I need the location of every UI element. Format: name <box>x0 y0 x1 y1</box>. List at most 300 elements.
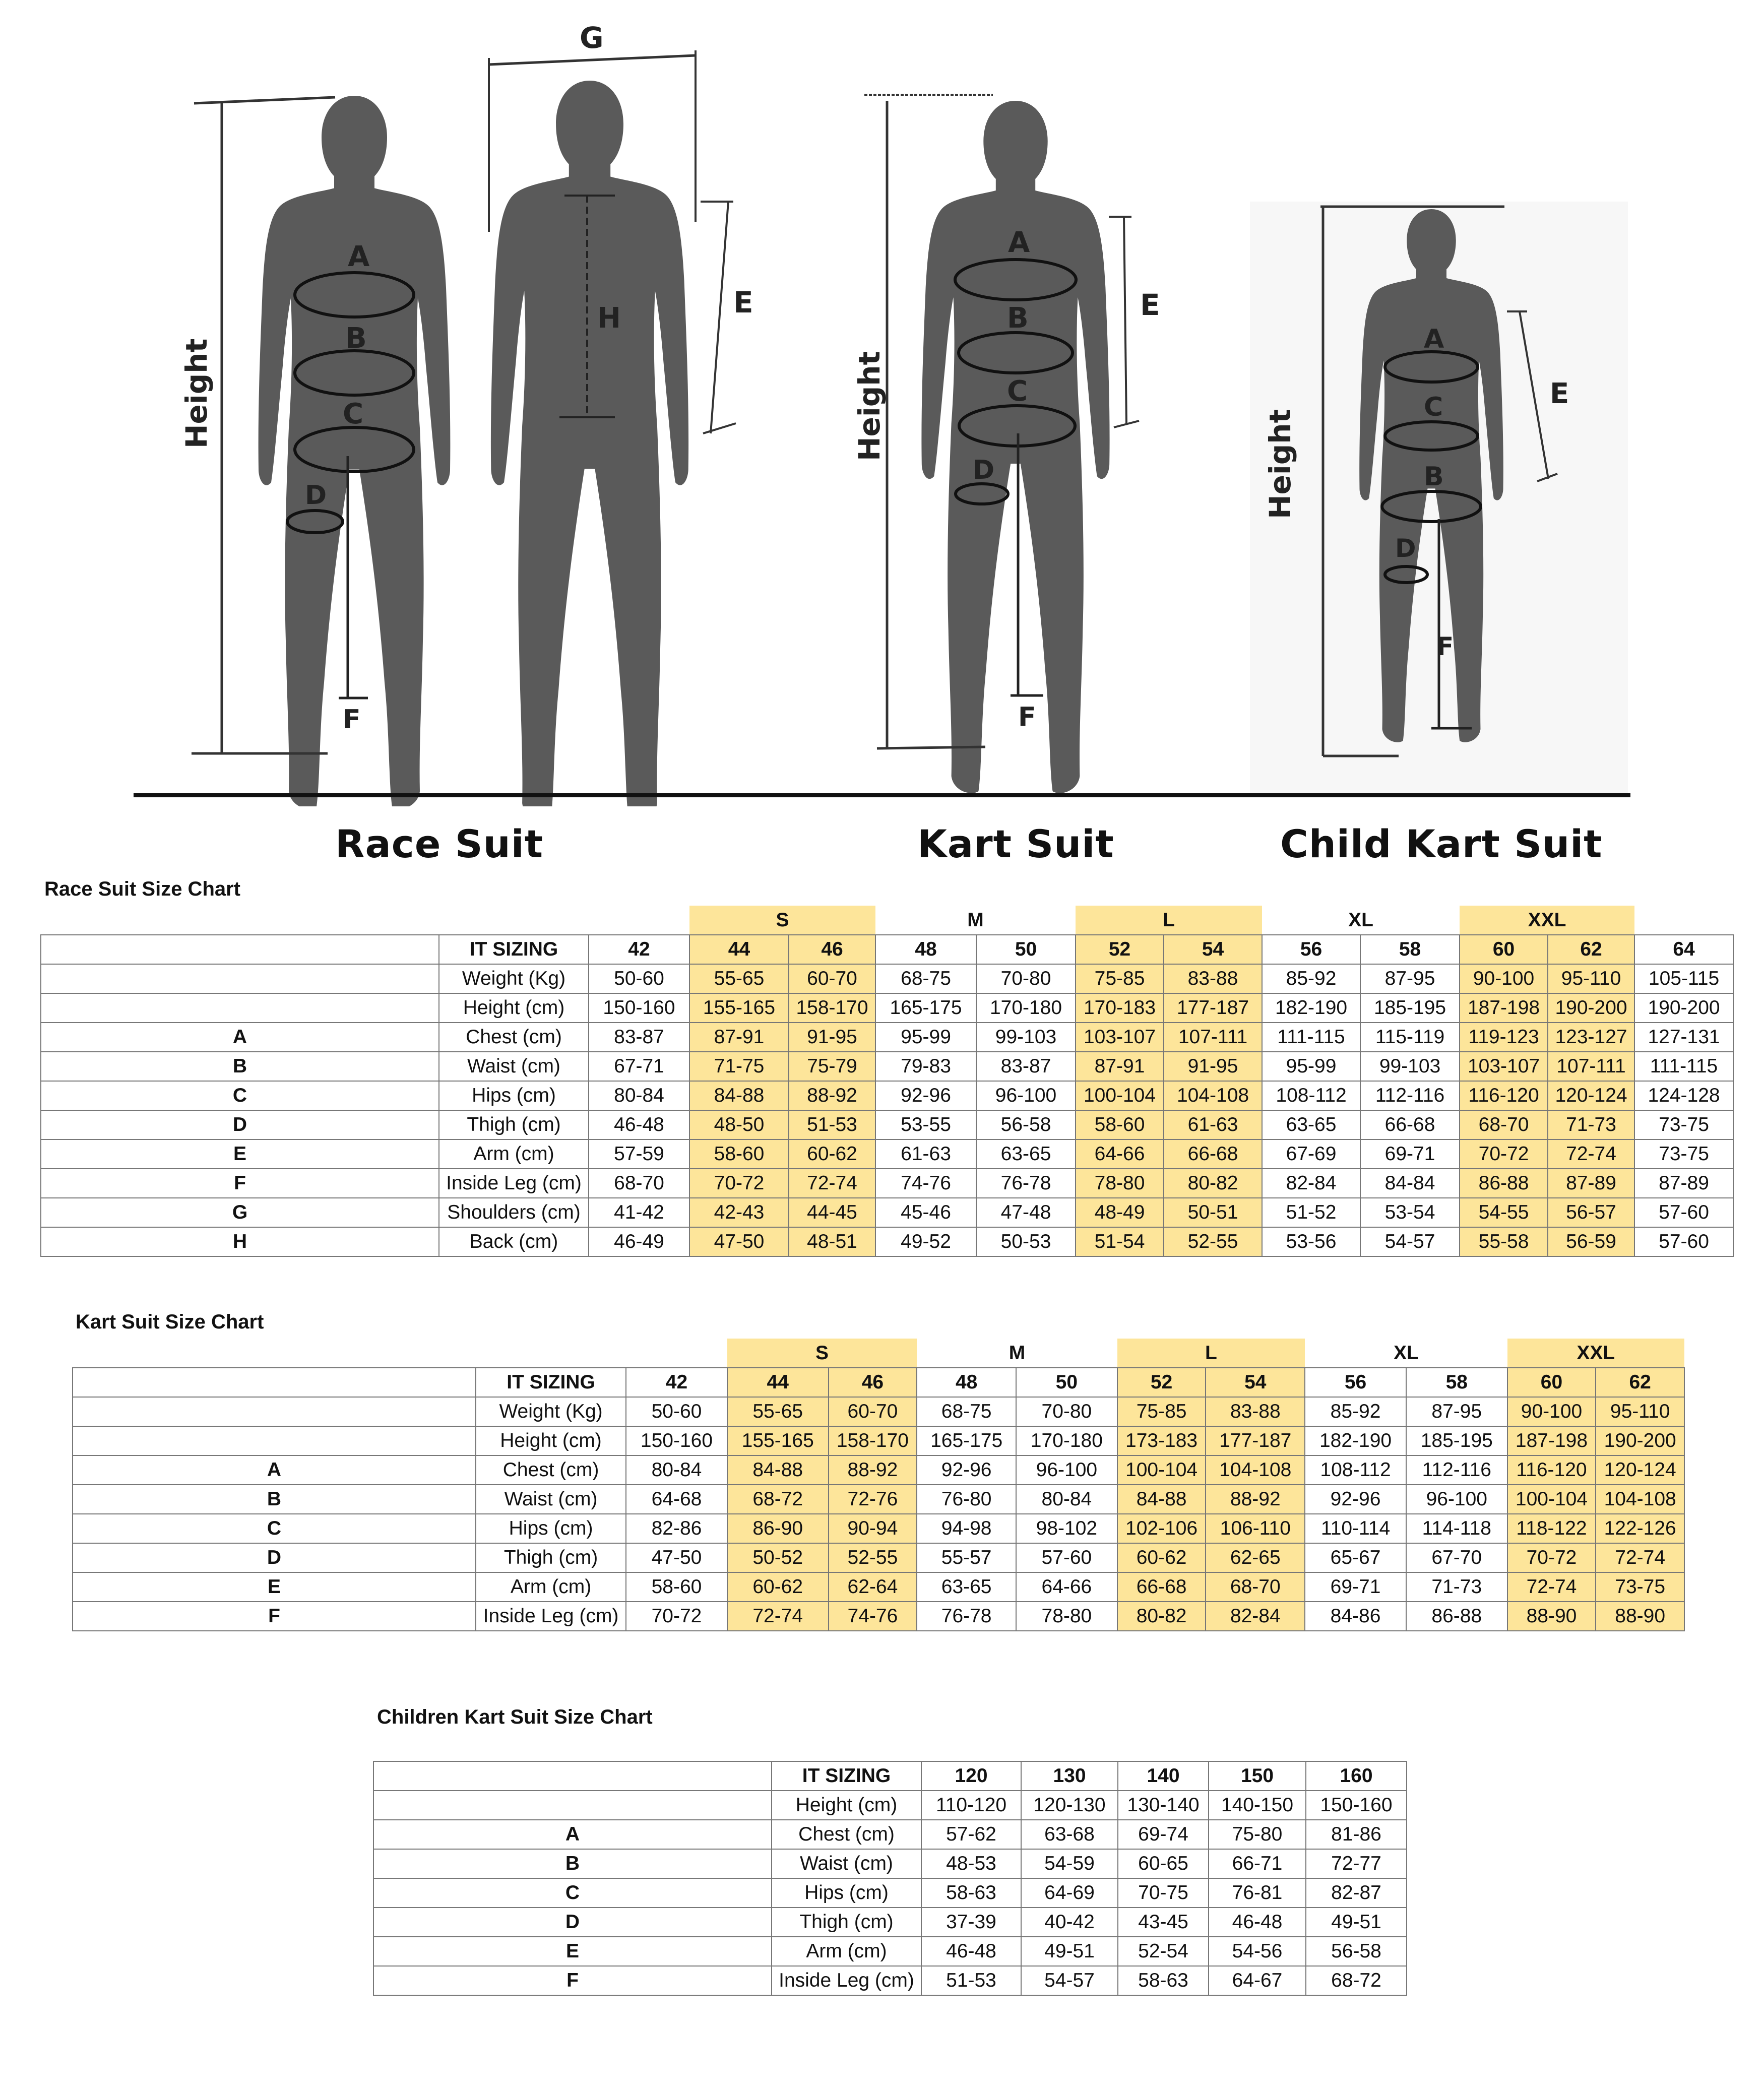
size-header-160: 160 <box>1306 1761 1407 1791</box>
size-value-cell: 68-75 <box>875 964 976 993</box>
size-value-cell: 49-52 <box>875 1227 976 1256</box>
size-value-cell: 80-84 <box>626 1455 727 1485</box>
size-value-cell: 64-68 <box>626 1485 727 1514</box>
size-value-cell: 70-80 <box>976 964 1076 993</box>
size-value-cell: 100-104 <box>1507 1485 1596 1514</box>
size-value-cell: 87-95 <box>1406 1397 1507 1426</box>
sizing-header-row <box>41 935 1733 964</box>
size-value-cell: 68-72 <box>727 1485 829 1514</box>
table-row <box>41 1110 1733 1139</box>
measurement-label: Arm (cm) <box>772 1937 921 1966</box>
size-value-cell: 46-48 <box>921 1937 1021 1966</box>
size-header-150: 150 <box>1209 1761 1306 1791</box>
kart-label-e: E <box>1140 288 1160 322</box>
size-value-cell: 111-115 <box>1634 1052 1733 1081</box>
size-value-cell: 155-165 <box>689 993 789 1023</box>
measurement-label: Waist (cm) <box>439 1052 589 1081</box>
measurement-letter: F <box>373 1966 772 1995</box>
measurement-label: Inside Leg (cm) <box>476 1602 626 1631</box>
measurement-letter <box>41 964 439 993</box>
size-value-cell: 86-88 <box>1460 1169 1548 1198</box>
size-value-cell: 72-76 <box>829 1485 917 1514</box>
size-value-cell: 158-170 <box>829 1426 917 1455</box>
child-label-d: D <box>1395 534 1416 563</box>
measurement-letter <box>73 1397 476 1426</box>
size-value-cell: 110-120 <box>921 1791 1021 1820</box>
kart-label-c: C <box>1007 375 1028 408</box>
size-group-s: S <box>689 906 875 935</box>
table-row <box>373 1791 1407 1820</box>
measurement-label: Weight (Kg) <box>439 964 589 993</box>
size-value-cell: 124-128 <box>1634 1081 1733 1110</box>
size-value-cell: 72-74 <box>789 1169 875 1198</box>
size-value-cell: 190-200 <box>1596 1426 1684 1455</box>
size-value-cell: 81-86 <box>1306 1820 1407 1849</box>
size-header-52: 52 <box>1076 935 1164 964</box>
table-row <box>73 1397 1684 1426</box>
size-value-cell: 80-82 <box>1117 1602 1206 1631</box>
size-value-cell: 187-198 <box>1507 1426 1596 1455</box>
measurement-label: Shoulders (cm) <box>439 1198 589 1227</box>
size-value-cell: 95-110 <box>1548 964 1634 993</box>
child-size-table <box>373 1761 1407 1996</box>
measurement-letter: F <box>41 1169 439 1198</box>
size-value-cell: 150-160 <box>1306 1791 1407 1820</box>
measurement-label: Chest (cm) <box>439 1023 589 1052</box>
size-value-cell: 68-75 <box>917 1397 1016 1426</box>
size-value-cell: 100-104 <box>1076 1081 1164 1110</box>
measurement-label: Thigh (cm) <box>476 1543 626 1572</box>
size-value-cell: 118-122 <box>1507 1514 1596 1543</box>
header-letter-cell <box>41 935 439 964</box>
size-value-cell: 177-187 <box>1206 1426 1305 1455</box>
size-value-cell: 99-103 <box>1360 1052 1460 1081</box>
size-value-cell: 75-79 <box>789 1052 875 1081</box>
size-value-cell: 60-70 <box>789 964 875 993</box>
size-header-140: 140 <box>1118 1761 1209 1791</box>
size-value-cell: 165-175 <box>875 993 976 1023</box>
size-value-cell: 150-160 <box>626 1426 727 1455</box>
size-header-48: 48 <box>875 935 976 964</box>
size-value-cell: 114-118 <box>1406 1514 1507 1543</box>
it-sizing-label: IT SIZING <box>772 1761 921 1791</box>
measurement-label: Arm (cm) <box>439 1139 589 1169</box>
size-value-cell: 76-78 <box>917 1602 1016 1631</box>
size-value-cell: 60-65 <box>1118 1849 1209 1878</box>
measurement-letter: G <box>41 1198 439 1227</box>
size-value-cell: 72-74 <box>1548 1139 1634 1169</box>
size-value-cell: 50-51 <box>1164 1198 1262 1227</box>
size-value-cell: 57-62 <box>921 1820 1021 1849</box>
table-row <box>41 1169 1733 1198</box>
size-value-cell: 140-150 <box>1209 1791 1306 1820</box>
size-value-cell: 68-72 <box>1306 1966 1407 1995</box>
size-value-cell: 155-165 <box>727 1426 829 1455</box>
sizing-header-row <box>73 1368 1684 1397</box>
measurement-letter: D <box>41 1110 439 1139</box>
size-value-cell: 41-42 <box>589 1198 689 1227</box>
size-value-cell: 40-42 <box>1021 1908 1118 1937</box>
size-value-cell: 104-108 <box>1596 1485 1684 1514</box>
size-value-cell: 66-68 <box>1164 1139 1262 1169</box>
size-value-cell: 87-89 <box>1548 1169 1634 1198</box>
size-value-cell: 78-80 <box>1076 1169 1164 1198</box>
size-value-cell: 75-85 <box>1076 964 1164 993</box>
size-value-cell: 56-58 <box>976 1110 1076 1139</box>
size-header-64: 64 <box>1634 935 1733 964</box>
size-value-cell: 83-87 <box>976 1052 1076 1081</box>
table-row <box>41 993 1733 1023</box>
measurement-letter <box>73 1426 476 1455</box>
size-value-cell: 92-96 <box>1305 1485 1406 1514</box>
race-back-label-g: G <box>580 21 604 55</box>
size-value-cell: 58-63 <box>921 1878 1021 1908</box>
size-value-cell: 51-52 <box>1262 1198 1360 1227</box>
size-value-cell: 67-69 <box>1262 1139 1360 1169</box>
measurement-letter: E <box>41 1139 439 1169</box>
size-group-row <box>73 1339 1684 1368</box>
size-value-cell: 112-116 <box>1406 1455 1507 1485</box>
size-value-cell: 57-60 <box>1634 1198 1733 1227</box>
size-value-cell: 100-104 <box>1117 1455 1206 1485</box>
group-blank <box>73 1339 727 1368</box>
size-value-cell: 65-67 <box>1305 1543 1406 1572</box>
size-value-cell: 104-108 <box>1206 1455 1305 1485</box>
size-value-cell: 84-88 <box>689 1081 789 1110</box>
size-header-58: 58 <box>1360 935 1460 964</box>
race-back-label-e: E <box>733 285 753 320</box>
measurement-label: Back (cm) <box>439 1227 589 1256</box>
size-value-cell: 82-87 <box>1306 1878 1407 1908</box>
size-value-cell: 63-65 <box>1262 1110 1360 1139</box>
race-back-silhouette <box>491 81 688 806</box>
size-value-cell: 190-200 <box>1634 993 1733 1023</box>
size-value-cell: 71-73 <box>1406 1572 1507 1602</box>
size-value-cell: 120-124 <box>1596 1455 1684 1485</box>
size-value-cell: 67-70 <box>1406 1543 1507 1572</box>
it-sizing-label: IT SIZING <box>439 935 589 964</box>
size-value-cell: 73-75 <box>1596 1572 1684 1602</box>
size-value-cell: 78-80 <box>1016 1602 1117 1631</box>
size-value-cell: 90-94 <box>829 1514 917 1543</box>
size-value-cell: 74-76 <box>829 1602 917 1631</box>
size-value-cell: 47-48 <box>976 1198 1076 1227</box>
size-value-cell: 115-119 <box>1360 1023 1460 1052</box>
table-row <box>373 1937 1407 1966</box>
size-value-cell: 44-45 <box>789 1198 875 1227</box>
size-value-cell: 84-86 <box>1305 1602 1406 1631</box>
size-value-cell: 66-71 <box>1209 1849 1306 1878</box>
race-front-label-d: D <box>305 480 327 511</box>
table-row <box>73 1426 1684 1455</box>
size-value-cell: 82-84 <box>1262 1169 1360 1198</box>
table-row <box>41 1023 1733 1052</box>
measurement-label: Chest (cm) <box>476 1455 626 1485</box>
table-row <box>73 1572 1684 1602</box>
size-value-cell: 70-72 <box>689 1169 789 1198</box>
size-value-cell: 96-100 <box>1016 1455 1117 1485</box>
measurement-label: Height (cm) <box>772 1791 921 1820</box>
kart-label-b: B <box>1007 302 1029 335</box>
size-header-54: 54 <box>1206 1368 1305 1397</box>
size-value-cell: 68-70 <box>1460 1110 1548 1139</box>
size-header-48: 48 <box>917 1368 1016 1397</box>
kart-suit-title: Kart Suit <box>917 821 1114 866</box>
size-value-cell: 63-68 <box>1021 1820 1118 1849</box>
size-value-cell: 110-114 <box>1305 1514 1406 1543</box>
size-value-cell: 72-77 <box>1306 1849 1407 1878</box>
size-value-cell: 177-187 <box>1164 993 1262 1023</box>
size-header-50: 50 <box>1016 1368 1117 1397</box>
group-blank <box>41 906 689 935</box>
child-chart-title: Children Kart Suit Size Chart <box>377 1706 653 1728</box>
size-value-cell: 95-110 <box>1596 1397 1684 1426</box>
size-value-cell: 57-59 <box>589 1139 689 1169</box>
size-value-cell: 54-55 <box>1460 1198 1548 1227</box>
measurement-label: Inside Leg (cm) <box>772 1966 921 1995</box>
size-value-cell: 58-60 <box>1076 1110 1164 1139</box>
size-value-cell: 55-65 <box>727 1397 829 1426</box>
table-row <box>373 1878 1407 1908</box>
body-measurement-figures <box>0 0 1764 806</box>
child-height-label: Height <box>1263 409 1297 519</box>
size-value-cell: 87-95 <box>1360 964 1460 993</box>
size-value-cell: 130-140 <box>1118 1791 1209 1820</box>
measurement-label: Hips (cm) <box>439 1081 589 1110</box>
size-value-cell: 50-60 <box>626 1397 727 1426</box>
table-row <box>73 1514 1684 1543</box>
size-value-cell: 70-72 <box>626 1602 727 1631</box>
size-value-cell: 165-175 <box>917 1426 1016 1455</box>
size-value-cell: 170-183 <box>1076 993 1164 1023</box>
size-value-cell: 72-74 <box>1596 1543 1684 1572</box>
race-chart-title: Race Suit Size Chart <box>44 878 241 900</box>
size-value-cell: 52-55 <box>1164 1227 1262 1256</box>
kart-height-label: Height <box>852 351 887 461</box>
size-value-cell: 47-50 <box>689 1227 789 1256</box>
measurement-letter: F <box>73 1602 476 1631</box>
table-row <box>373 1849 1407 1878</box>
size-value-cell: 84-84 <box>1360 1169 1460 1198</box>
size-value-cell: 49-51 <box>1021 1937 1118 1966</box>
kart-label-a: A <box>1008 226 1030 259</box>
size-value-cell: 87-91 <box>1076 1052 1164 1081</box>
size-value-cell: 119-123 <box>1460 1023 1548 1052</box>
size-value-cell: 107-111 <box>1164 1023 1262 1052</box>
measurement-letter: E <box>373 1937 772 1966</box>
size-value-cell: 72-74 <box>1507 1572 1596 1602</box>
size-value-cell: 86-88 <box>1406 1602 1507 1631</box>
size-value-cell: 80-84 <box>1016 1485 1117 1514</box>
size-header-62: 62 <box>1596 1368 1684 1397</box>
size-value-cell: 43-45 <box>1118 1908 1209 1937</box>
size-value-cell: 45-46 <box>875 1198 976 1227</box>
size-header-130: 130 <box>1021 1761 1118 1791</box>
size-value-cell: 104-108 <box>1164 1081 1262 1110</box>
size-value-cell: 57-60 <box>1016 1543 1117 1572</box>
measurement-label: Waist (cm) <box>772 1849 921 1878</box>
table-row <box>73 1602 1684 1631</box>
table-row <box>41 964 1733 993</box>
size-value-cell: 76-80 <box>917 1485 1016 1514</box>
size-value-cell: 185-195 <box>1406 1426 1507 1455</box>
child-label-a: A <box>1424 324 1444 354</box>
size-value-cell: 74-76 <box>875 1169 976 1198</box>
size-value-cell: 94-98 <box>917 1514 1016 1543</box>
child-label-f: F <box>1436 632 1454 661</box>
size-value-cell: 182-190 <box>1262 993 1360 1023</box>
size-value-cell: 69-71 <box>1360 1139 1460 1169</box>
size-value-cell: 87-89 <box>1634 1169 1733 1198</box>
size-value-cell: 54-59 <box>1021 1849 1118 1878</box>
header-letter-cell <box>73 1368 476 1397</box>
size-value-cell: 111-115 <box>1262 1023 1360 1052</box>
measurement-letter: A <box>373 1820 772 1849</box>
measurement-letter: C <box>41 1081 439 1110</box>
size-value-cell: 150-160 <box>589 993 689 1023</box>
kart-label-f: F <box>1018 702 1036 732</box>
table-row <box>373 1966 1407 1995</box>
size-value-cell: 55-65 <box>689 964 789 993</box>
size-value-cell: 79-83 <box>875 1052 976 1081</box>
child-label-e: E <box>1550 377 1569 410</box>
measurement-label: Chest (cm) <box>772 1820 921 1849</box>
size-value-cell: 120-124 <box>1548 1081 1634 1110</box>
size-value-cell: 73-75 <box>1634 1110 1733 1139</box>
size-value-cell: 76-81 <box>1209 1878 1306 1908</box>
race-suit-front-figure <box>179 96 450 806</box>
child-label-b: B <box>1424 462 1444 492</box>
size-header-46: 46 <box>829 1368 917 1397</box>
size-value-cell: 53-55 <box>875 1110 976 1139</box>
size-value-cell: 96-100 <box>976 1081 1076 1110</box>
kart-label-d: D <box>973 455 995 485</box>
size-value-cell: 37-39 <box>921 1908 1021 1937</box>
size-header-52: 52 <box>1117 1368 1206 1397</box>
size-value-cell: 67-71 <box>589 1052 689 1081</box>
table-row <box>73 1485 1684 1514</box>
child-kart-suit-figure <box>1250 202 1628 796</box>
size-value-cell: 185-195 <box>1360 993 1460 1023</box>
size-value-cell: 51-54 <box>1076 1227 1164 1256</box>
table-row <box>41 1227 1733 1256</box>
size-header-54: 54 <box>1164 935 1262 964</box>
size-value-cell: 83-87 <box>589 1023 689 1052</box>
measurement-label: Hips (cm) <box>476 1514 626 1543</box>
size-group-m: M <box>967 909 984 931</box>
size-value-cell: 55-57 <box>917 1543 1016 1572</box>
size-value-cell: 99-103 <box>976 1023 1076 1052</box>
size-value-cell: 92-96 <box>917 1455 1016 1485</box>
race-front-label-f: F <box>343 705 361 735</box>
size-value-cell: 82-86 <box>626 1514 727 1543</box>
size-group-row <box>41 906 1733 935</box>
size-value-cell: 88-92 <box>789 1081 875 1110</box>
header-letter-cell <box>373 1761 772 1791</box>
size-value-cell: 66-68 <box>1360 1110 1460 1139</box>
size-value-cell: 51-53 <box>921 1966 1021 1995</box>
size-value-cell: 42-43 <box>689 1198 789 1227</box>
race-size-table <box>40 906 1734 1257</box>
table-row <box>41 1081 1733 1110</box>
size-value-cell: 80-82 <box>1164 1169 1262 1198</box>
size-value-cell: 105-115 <box>1634 964 1733 993</box>
size-value-cell: 54-56 <box>1209 1937 1306 1966</box>
size-value-cell: 88-92 <box>829 1455 917 1485</box>
size-value-cell: 62-64 <box>829 1572 917 1602</box>
size-value-cell: 75-80 <box>1209 1820 1306 1849</box>
size-value-cell: 106-110 <box>1206 1514 1305 1543</box>
size-value-cell: 61-63 <box>875 1139 976 1169</box>
size-value-cell: 69-71 <box>1305 1572 1406 1602</box>
size-value-cell: 120-130 <box>1021 1791 1118 1820</box>
size-group-s: S <box>727 1339 917 1368</box>
size-value-cell: 122-126 <box>1596 1514 1684 1543</box>
size-value-cell: 46-49 <box>589 1227 689 1256</box>
size-value-cell: 49-51 <box>1306 1908 1407 1937</box>
size-value-cell: 71-73 <box>1548 1110 1634 1139</box>
size-value-cell: 46-48 <box>589 1110 689 1139</box>
race-suit-title: Race Suit <box>335 821 544 866</box>
size-header-46: 46 <box>789 935 875 964</box>
measurement-letter: A <box>73 1455 476 1485</box>
size-value-cell: 108-112 <box>1305 1455 1406 1485</box>
size-value-cell: 56-57 <box>1548 1198 1634 1227</box>
size-value-cell: 182-190 <box>1305 1426 1406 1455</box>
race-front-height-label: Height <box>179 338 214 449</box>
size-value-cell: 60-62 <box>1117 1543 1206 1572</box>
table-row <box>73 1543 1684 1572</box>
size-value-cell: 83-88 <box>1206 1397 1305 1426</box>
size-value-cell: 56-59 <box>1548 1227 1634 1256</box>
size-value-cell: 60-70 <box>829 1397 917 1426</box>
size-value-cell: 95-99 <box>875 1023 976 1052</box>
measurement-label: Thigh (cm) <box>439 1110 589 1139</box>
size-value-cell: 68-70 <box>589 1169 689 1198</box>
size-value-cell: 85-92 <box>1305 1397 1406 1426</box>
size-group-xl: XL <box>1348 909 1373 931</box>
size-value-cell: 90-100 <box>1507 1397 1596 1426</box>
size-value-cell: 73-75 <box>1634 1139 1733 1169</box>
race-back-label-h: H <box>597 302 621 335</box>
it-sizing-label: IT SIZING <box>476 1368 626 1397</box>
size-value-cell: 75-85 <box>1117 1397 1206 1426</box>
size-group-l: L <box>1076 906 1262 935</box>
measurement-label: Weight (Kg) <box>476 1397 626 1426</box>
size-value-cell: 68-70 <box>1206 1572 1305 1602</box>
measurement-letter: A <box>41 1023 439 1052</box>
measurement-label: Height (cm) <box>439 993 589 1023</box>
measurement-letter <box>373 1791 772 1820</box>
size-value-cell: 158-170 <box>789 993 875 1023</box>
size-value-cell: 103-107 <box>1076 1023 1164 1052</box>
size-value-cell: 66-68 <box>1117 1572 1206 1602</box>
size-group-xxl: XXL <box>1507 1339 1684 1368</box>
measurement-label: Height (cm) <box>476 1426 626 1455</box>
size-value-cell: 46-48 <box>1209 1908 1306 1937</box>
size-value-cell: 127-131 <box>1634 1023 1733 1052</box>
size-value-cell: 58-60 <box>626 1572 727 1602</box>
size-value-cell: 86-90 <box>727 1514 829 1543</box>
size-value-cell: 62-65 <box>1206 1543 1305 1572</box>
size-value-cell: 103-107 <box>1460 1052 1548 1081</box>
size-value-cell: 112-116 <box>1360 1081 1460 1110</box>
size-value-cell: 187-198 <box>1460 993 1548 1023</box>
measurement-label: Waist (cm) <box>476 1485 626 1514</box>
size-value-cell: 95-99 <box>1262 1052 1360 1081</box>
table-row <box>41 1198 1733 1227</box>
size-value-cell: 92-96 <box>875 1081 976 1110</box>
